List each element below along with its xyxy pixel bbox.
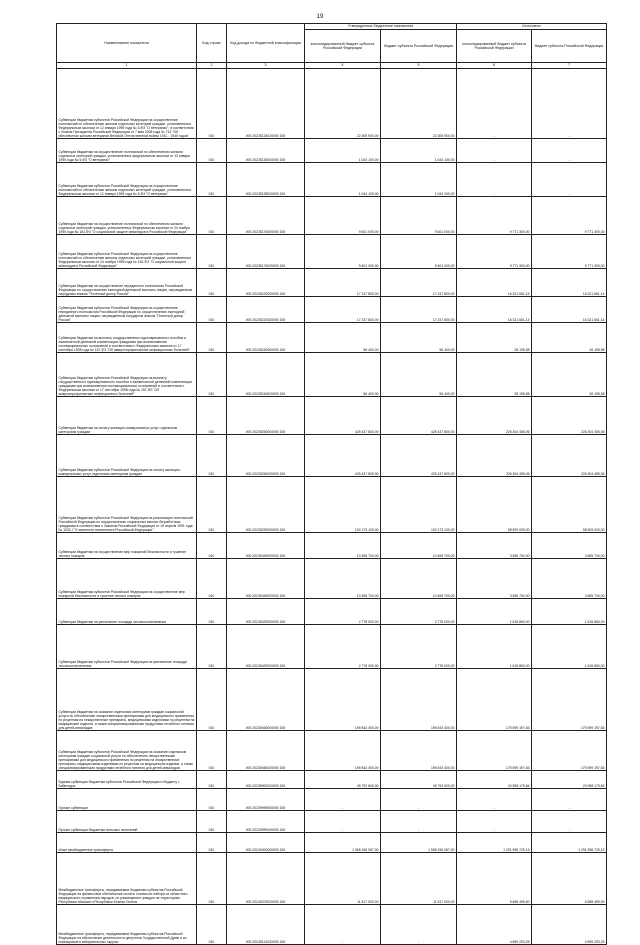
row-executed-consolidated: - [457, 789, 532, 811]
row-executed-consolidated: 226 304 455,06 [457, 397, 532, 435]
table-row [57, 625, 607, 669]
table-row [57, 853, 607, 905]
row-approved-subject: 1 044 100,00 [381, 139, 457, 163]
row-approved-consolidated: 49 792 600,00 [305, 771, 381, 789]
row-name: Субвенции бюджетам субъектов Российской Федерации на осуществление мер пожарной безопасности и тушение лесных пожаров [57, 559, 197, 599]
header-name: Наименование показателя [57, 24, 197, 63]
row-executed-consolidated: 16 321 661,14 [457, 297, 532, 323]
row-approved-consolidated: 10 455 700,00 [305, 533, 381, 559]
row-name: Субвенции бюджетам на осуществление полномочий по обеспечению жильем отдельных категорий граждан, установленных Федеральным законом от 24 ноября 1995 года № 181-ФЗ "О социальной защите инвалидов в Российской Федерации" [57, 197, 197, 235]
row-code: 010 [197, 353, 227, 397]
table-row [57, 197, 607, 235]
row-kbk-code: 000 20235135020000 150 [227, 163, 305, 197]
row-approved-consolidated: 56 400,00 [305, 323, 381, 353]
row-executed-subject: 16 321 661,14 [532, 269, 607, 297]
row-kbk-code: 000 20235220020000 150 [227, 297, 305, 323]
header-executed-consolidated: консолидированный бюджет субъекта Российской Федерации [457, 30, 532, 63]
table-row [57, 297, 607, 323]
row-kbk-code: 000 20235220000000 150 [227, 269, 305, 297]
row-executed-subject: - [532, 69, 607, 139]
row-executed-subject: - [532, 163, 607, 197]
table-row [57, 599, 607, 625]
row-name: Субвенции бюджетам на оказание отдельным категориям граждан социальной услуги по обеспечению лекарственными препаратами для медицинского применения по рецептам на лекарственные препараты, медицинскими изделиями по рецептам на медицинские изделия, а также специализированными продуктами лечебного питания для детей-инвалидов [57, 669, 197, 731]
page-number: 19 [316, 14, 324, 20]
row-executed-subject: 1 615 860,00 [532, 625, 607, 669]
row-executed-consolidated: 9 771 300,00 [457, 197, 532, 235]
row-executed-subject: 9 771 300,00 [532, 235, 607, 269]
row-kbk-code: 000 20240000000000 150 [227, 833, 305, 853]
row-code: 010 [197, 197, 227, 235]
row-kbk-code: 000 20239999100000 150 [227, 811, 305, 833]
row-executed-subject: - [532, 139, 607, 163]
row-kbk-code: 000 20235250020000 150 [227, 435, 305, 477]
row-approved-subject: 1 965 196 087,00 [381, 833, 457, 853]
row-approved-subject: 2 778 000,00 [381, 625, 457, 669]
header-executed-group: Исполнено [457, 24, 607, 30]
row-approved-consolidated: 1 044 100,00 [305, 139, 381, 163]
row-approved-subject: 425 437 800,00 [381, 435, 457, 477]
row-approved-consolidated: - [305, 811, 381, 833]
row-approved-consolidated: 9 601 000,00 [305, 197, 381, 235]
header-approved-consolidated: консолидированный бюджет субъекта Российской Федерации [305, 30, 381, 63]
table-row [57, 669, 607, 731]
table-row [57, 771, 607, 789]
row-code: 010 [197, 833, 227, 853]
column-number: 6 [457, 63, 532, 69]
row-code: 010 [197, 269, 227, 297]
row-executed-subject: 179 599 197,83 [532, 731, 607, 771]
row-approved-subject: 56 400,00 [381, 323, 457, 353]
row-approved-subject: 9 601 000,00 [381, 235, 457, 269]
header-approved-subject: бюджет субъекта Российской Федерации [381, 30, 457, 63]
row-executed-consolidated: - [457, 811, 532, 833]
table-row [57, 323, 607, 353]
row-kbk-code: 000 20235900020000 150 [227, 771, 305, 789]
row-kbk-code: 000 20235345020000 150 [227, 559, 305, 599]
table-row [57, 435, 607, 477]
row-approved-consolidated: 17 247 800,00 [305, 269, 381, 297]
column-number: 1 [57, 63, 197, 69]
row-kbk-code: 000 20239999000000 150 [227, 789, 305, 811]
row-name: Межбюджетные трансферты, передаваемые бюджетам субъектов Российской Федерации на обеспечение деятельности депутатов Государственной Думы и их помощников в избирательных округах [57, 905, 197, 945]
row-name: Прочие субвенции [57, 789, 197, 811]
row-executed-consolidated: 5 658 459,50 [457, 853, 532, 905]
row-approved-consolidated: 10 455 700,00 [305, 559, 381, 599]
row-executed-subject: 5 658 459,50 [532, 853, 607, 905]
row-executed-subject: 16 321 661,14 [532, 297, 607, 323]
row-executed-consolidated: 1 615 860,00 [457, 625, 532, 669]
row-code: 010 [197, 771, 227, 789]
table-row [57, 477, 607, 533]
row-executed-consolidated: 179 599 197,83 [457, 731, 532, 771]
row-executed-subject: 28 195,58 [532, 353, 607, 397]
row-name: Единая субвенция бюджетам субъектов Российской Федерации и бюджету г. Байконура [57, 771, 197, 789]
row-approved-consolidated: 1 965 196 087,00 [305, 833, 381, 853]
row-approved-consolidated: 1 044 100,00 [305, 163, 381, 197]
row-executed-consolidated: - [457, 139, 532, 163]
row-kbk-code: 000 20235429000000 150 [227, 599, 305, 625]
row-approved-consolidated: 2 778 000,00 [305, 599, 381, 625]
row-kbk-code: 000 20235135000000 150 [227, 139, 305, 163]
column-number: 3 [227, 63, 305, 69]
row-approved-consolidated: 425 437 800,00 [305, 397, 381, 435]
row-approved-consolidated: - [305, 789, 381, 811]
row-approved-consolidated: 56 400,00 [305, 353, 381, 397]
row-executed-consolidated: 1 291 998 729,19 [457, 833, 532, 853]
row-approved-consolidated: 22 305 900,00 [305, 69, 381, 139]
row-executed-subject: - [532, 789, 607, 811]
row-executed-subject: - [532, 811, 607, 833]
row-name: Субвенции бюджетам на оплату жилищно-коммунальных услуг отдельным категориям граждан [57, 397, 197, 435]
row-executed-consolidated: - [457, 163, 532, 197]
row-executed-consolidated: 179 599 197,83 [457, 669, 532, 731]
row-executed-subject: 9 771 300,00 [532, 197, 607, 235]
row-executed-subject: 20 958 179,84 [532, 771, 607, 789]
row-executed-consolidated: 4 699 293,25 [457, 905, 532, 945]
row-code: 010 [197, 139, 227, 163]
table-row [57, 163, 607, 197]
row-kbk-code: 000 20235240020000 150 [227, 353, 305, 397]
table-row [57, 69, 607, 139]
row-code: 010 [197, 477, 227, 533]
table-row [57, 533, 607, 559]
row-kbk-code: 000 20235240000000 150 [227, 323, 305, 353]
row-name: Субвенции бюджетам субъектов Российской Федерации на осуществление полномочий по обеспечению жильем отдельных категорий граждан, установленных Федеральным законом от 12 января 1995 года № 5-ФЗ "О ветеранах" [57, 163, 197, 197]
row-executed-consolidated: - [457, 69, 532, 139]
row-approved-subject: 11 517 000,00 [381, 853, 457, 905]
row-approved-subject: 192 173 100,00 [381, 477, 457, 533]
header-kbk: Код дохода по бюджетной классификации [227, 24, 305, 63]
row-executed-subject: 1 291 998 729,19 [532, 833, 607, 853]
row-kbk-code: 000 20235345000000 150 [227, 533, 305, 559]
row-approved-subject: 195 543 400,00 [381, 731, 457, 771]
row-name: Субвенции бюджетам субъектов Российской Федерации на реализацию полномочий Российской Федерации по осуществлению социальных выплат безработным гражданам в соответствии с Законом Российской Федерации от 19 апреля 1991 года № 1032-I "О занятости населения в Российской Федерации" [57, 477, 197, 533]
column-number: 7 [532, 63, 607, 69]
row-executed-subject: 1 615 860,00 [532, 599, 607, 625]
row-name: Иные межбюджетные трансферты [57, 833, 197, 853]
table-row [57, 789, 607, 811]
row-name: Субвенции бюджетам субъектов Российской Федерации на оплату жилищно-коммунальных услуг отдельным категориям граждан [57, 435, 197, 477]
row-approved-subject: 17 247 800,00 [381, 269, 457, 297]
row-approved-consolidated: 195 543 400,00 [305, 731, 381, 771]
row-kbk-code: 000 20235250000000 150 [227, 397, 305, 435]
row-code: 010 [197, 559, 227, 599]
row-executed-subject: 226 304 455,06 [532, 397, 607, 435]
row-name: Субвенции бюджетам на осуществление мер пожарной безопасности и тушение лесных пожаров [57, 533, 197, 559]
row-code: 010 [197, 789, 227, 811]
row-executed-subject: 3 655 700,00 [532, 559, 607, 599]
row-approved-subject: 10 455 700,00 [381, 559, 457, 599]
row-approved-consolidated: 9 601 000,00 [305, 235, 381, 269]
row-executed-consolidated: 3 655 700,00 [457, 533, 532, 559]
row-executed-consolidated: 16 321 661,14 [457, 269, 532, 297]
row-approved-subject: 49 792 600,00 [381, 771, 457, 789]
row-approved-subject: 22 305 900,00 [381, 69, 457, 139]
row-code: 010 [197, 435, 227, 477]
table-row [57, 269, 607, 297]
row-code: 010 [197, 599, 227, 625]
row-code: 010 [197, 297, 227, 323]
table-row [57, 905, 607, 945]
row-executed-subject: 28 195,58 [532, 323, 607, 353]
row-kbk-code: 000 20245379020000 150 [227, 853, 305, 905]
row-executed-consolidated: 58 509 000,00 [457, 477, 532, 533]
row-kbk-code: 000 20235460020000 150 [227, 731, 305, 771]
row-code: 010 [197, 397, 227, 435]
header-executed-subject: бюджет субъекта Российской Федерации [532, 30, 607, 63]
row-code: 010 [197, 533, 227, 559]
table-body [57, 69, 607, 945]
row-approved-consolidated: 192 173 100,00 [305, 477, 381, 533]
row-executed-consolidated: 28 195,58 [457, 323, 532, 353]
row-code: 010 [197, 905, 227, 945]
row-name: Субвенции бюджетам на выплату государственного единовременного пособия и ежемесячной денежной компенсации гражданам при возникновении поствакцинальных осложнений в соответствии с Федеральным законом от 17 сентября 1998 года № 157-ФЗ "Об иммунопрофилактике инфекционных болезней" [57, 323, 197, 353]
row-kbk-code: 000 20245141020000 150 [227, 905, 305, 945]
row-name: Субвенции бюджетам субъектов Российской Федерации на осуществление переданного полномочия Российской Федерации по осуществлению ежегодной денежной выплаты лицам, награжденным нагрудным знаком "Почетный донор России" [57, 297, 197, 323]
row-approved-consolidated: 17 247 800,00 [305, 297, 381, 323]
row-approved-subject: 17 247 800,00 [381, 297, 457, 323]
row-code: 010 [197, 811, 227, 833]
header-approved-group: Утвержденные бюджетные назначения [305, 24, 457, 30]
row-executed-consolidated: 20 958 179,84 [457, 771, 532, 789]
row-name: Прочие субвенции бюджетам сельских поселений [57, 811, 197, 833]
table-row [57, 811, 607, 833]
row-code: 010 [197, 625, 227, 669]
row-code: 010 [197, 69, 227, 139]
row-name: Субвенции бюджетам субъектов Российской Федерации на осуществление полномочий по обеспечению жильем отдельных категорий граждан, установленных Федеральным законом от 12 января 1995 года № 5-ФЗ "О ветеранах", в соответствии с Указом Президента Российской Федерации от 7 мая 2008 года № 714 "Об обеспечении жильем ветеранов Великой Отечественной войны 1941 - 1945 годов" [57, 69, 197, 139]
row-code: 010 [197, 163, 227, 197]
column-number: 2 [197, 63, 227, 69]
row-executed-subject: 4 699 293,25 [532, 905, 607, 945]
row-approved-subject: 2 778 000,00 [381, 599, 457, 625]
table-row [57, 559, 607, 599]
row-name: Субвенции бюджетам на осуществление полномочий по обеспечению жильем отдельных категорий граждан, установленных федеральным законом от 12 января 1995 года № 5-ФЗ "О ветеранах" [57, 139, 197, 163]
row-approved-subject: 56 400,00 [381, 353, 457, 397]
row-code: 010 [197, 323, 227, 353]
row-code: 010 [197, 731, 227, 771]
row-approved-subject: 1 044 100,00 [381, 163, 457, 197]
row-executed-consolidated: 3 655 700,00 [457, 559, 532, 599]
row-name: Субвенции бюджетам субъектов Российской Федерации на выплату государственного единовременного пособия и ежемесячной денежной компенсации гражданам при возникновении поствакцинальных осложнений в соответствии с Федеральным законом от 17 сентября 1998 года № 157-ФЗ "Об иммунопрофилактике инфекционных болезней" [57, 353, 197, 397]
row-approved-subject: 195 543 400,00 [381, 669, 457, 731]
row-approved-consolidated: 195 543 400,00 [305, 669, 381, 731]
row-approved-subject: 425 437 800,00 [381, 397, 457, 435]
row-approved-subject: - [381, 811, 457, 833]
row-executed-subject: 3 655 700,00 [532, 533, 607, 559]
table-row [57, 731, 607, 771]
row-kbk-code: 000 20235290020000 150 [227, 477, 305, 533]
row-name: Субвенции бюджетам на осуществление переданного полномочия Российской Федерации по осуществлению ежегодной денежной выплаты лицам, награжденным нагрудным знаком "Почетный донор России" [57, 269, 197, 297]
header-code: Код строки [197, 24, 227, 63]
row-approved-subject: - [381, 789, 457, 811]
row-code: 010 [197, 669, 227, 731]
row-kbk-code: 000 20235176020000 150 [227, 235, 305, 269]
row-executed-subject: 58 509 000,00 [532, 477, 607, 533]
row-executed-consolidated: 226 304 455,06 [457, 435, 532, 477]
row-name: Субвенции бюджетам субъектов Российской Федерации на оказание отдельным категориям граждан социальной услуги по обеспечению лекарственными препаратами для медицинского применения по рецептам на лекарственные препараты, медицинскими изделиями по рецептам на медицинские изделия, а также специализированными продуктами лечебного питания для детей-инвалидов [57, 731, 197, 771]
row-kbk-code: 000 20235429020000 150 [227, 625, 305, 669]
row-name: Межбюджетные трансферты, передаваемые бюджетам субъектов Российской Федерации на финансовое обеспечение оплаты стоимости набора из областного медицинского отравления народов, по размещению граждан на территориях Республики Абхазия и Республики Южная Осетия [57, 853, 197, 905]
budget-execution-table [56, 23, 607, 945]
row-code: 010 [197, 853, 227, 905]
row-approved-subject: 9 601 000,00 [381, 197, 457, 235]
table-row [57, 139, 607, 163]
table-row [57, 833, 607, 853]
row-kbk-code: 000 20235134020000 150 [227, 69, 305, 139]
row-kbk-code: 000 20235460000000 150 [227, 669, 305, 731]
row-approved-consolidated: 11 517 000,00 [305, 853, 381, 905]
row-executed-subject: 179 599 197,83 [532, 669, 607, 731]
row-executed-subject: 226 304 455,06 [532, 435, 607, 477]
row-approved-subject: - [381, 905, 457, 945]
row-approved-subject: 10 455 700,00 [381, 533, 457, 559]
row-executed-consolidated: 9 771 300,00 [457, 235, 532, 269]
row-approved-consolidated: - [305, 905, 381, 945]
table-row [57, 397, 607, 435]
row-name: Субвенции бюджетам субъектов Российской Федерации на увеличение площади лесовосстановления [57, 625, 197, 669]
table-row [57, 353, 607, 397]
column-number: 4 [305, 63, 381, 69]
row-code: 010 [197, 235, 227, 269]
table-row [57, 235, 607, 269]
row-kbk-code: 000 20235176000000 150 [227, 197, 305, 235]
row-name: Субвенции бюджетам на увеличение площади лесовосстановления [57, 599, 197, 625]
row-approved-consolidated: 2 778 000,00 [305, 625, 381, 669]
row-executed-consolidated: 1 615 860,00 [457, 599, 532, 625]
row-executed-consolidated: 28 195,58 [457, 353, 532, 397]
row-name: Субвенции бюджетам субъектов Российской Федерации на осуществление полномочий по обеспечению жильем отдельных категорий граждан, установленных Федеральным законом от 24 ноября 1995 года № 181-ФЗ "О социальной защите инвалидов в Российской Федерации" [57, 235, 197, 269]
column-number: 5 [381, 63, 457, 69]
row-approved-consolidated: 425 437 800,00 [305, 435, 381, 477]
